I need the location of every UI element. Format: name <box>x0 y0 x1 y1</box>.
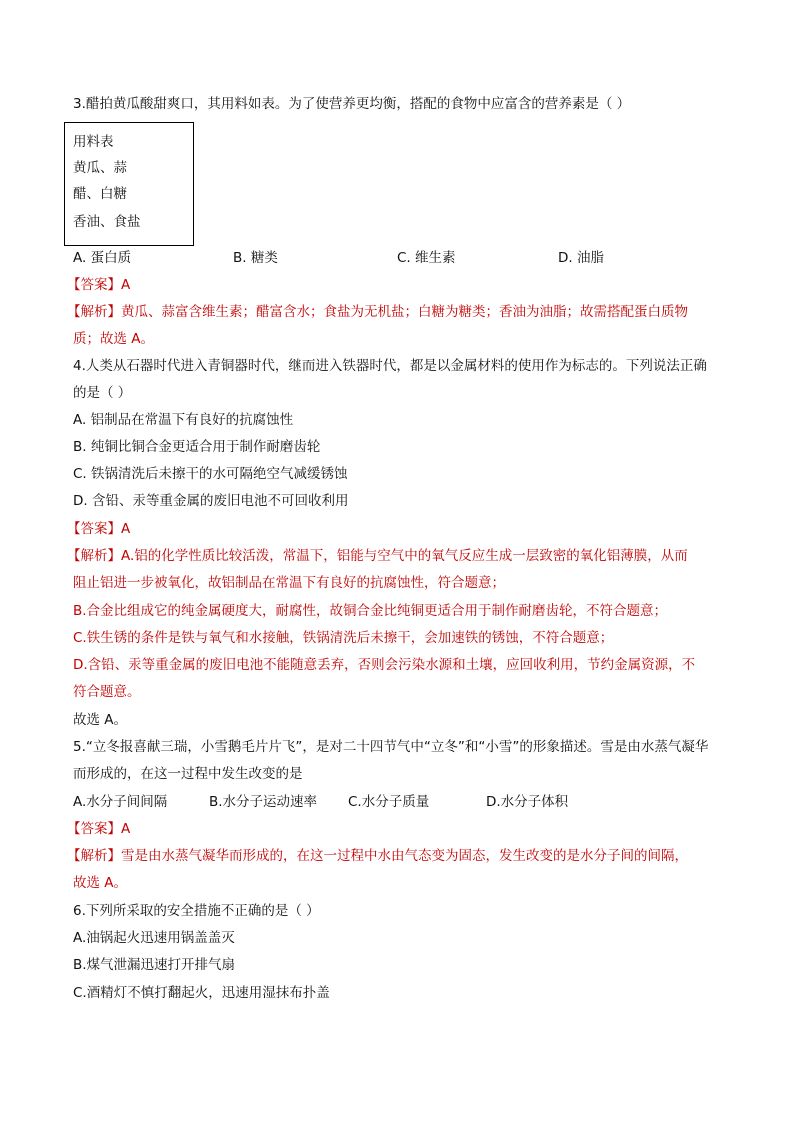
q5-analysis-line <box>67 847 688 865</box>
q3-option-c: C. 维生素 <box>397 250 456 266</box>
q4-option-c: C. 铁锅清洗后未擦干的水可隔绝空气减缓锈蚀 <box>73 466 348 482</box>
analysis-label: 【解析】 <box>67 548 121 564</box>
analysis-label: 【解析】 <box>67 848 121 864</box>
q4-analysis-line: 符合题意。 <box>73 684 141 700</box>
q3-answer <box>67 276 130 294</box>
q6-option-c: C.酒精灯不慎打翻起火，迅速用湿抹布扑盖 <box>73 985 330 1001</box>
q4-option-b: B. 纯铜比铜合金更适合用于制作耐磨齿轮 <box>73 439 321 455</box>
q3-analysis-line <box>67 303 688 321</box>
q4-question: 的是（ ） <box>73 385 132 401</box>
q4-analysis-line: D.含铅、汞等重金属的废旧电池不能随意丢弃，否则会污染水源和土壤，应回收利用，节约金属资源，不 <box>73 657 696 673</box>
recipe-table-row: 黄瓜、蒜 <box>73 160 127 176</box>
q5-option-b: B.水分子运动速率 <box>209 794 318 810</box>
q6-question: 6.下列所采取的安全措施不正确的是（ ） <box>73 903 320 919</box>
q4-option-a: A. 铝制品在常温下有良好的抗腐蚀性 <box>73 412 294 428</box>
answer-label: 【答案】 <box>67 521 121 537</box>
analysis-text: A.铝的化学性质比较活泼，常温下，铝能与空气中的氧气反应生成一层致密的氧化铝薄膜，从而 <box>121 548 688 564</box>
q4-analysis-line <box>67 547 688 565</box>
answer-value: A <box>121 277 131 293</box>
analysis-text: 雪是由水蒸气凝华而形成的，在这一过程中水由气态变为固态，发生改变的是水分子间的间隔， <box>121 848 688 864</box>
recipe-table-header: 用料表 <box>73 134 114 150</box>
q3-question: 3.醋拍黄瓜酸甜爽口，其用料如表。为了使营养更均衡，搭配的食物中应富含的营养素是（ ） <box>73 96 631 112</box>
q3-option-d: D. 油脂 <box>558 250 604 266</box>
recipe-table-row: 醋、白糖 <box>73 186 127 202</box>
recipe-table-row: 香油、食盐 <box>73 214 141 230</box>
answer-label: 【答案】 <box>67 277 121 293</box>
q6-option-a: A.油锅起火迅速用锅盖盖灭 <box>73 930 235 946</box>
q5-question: 5.“立冬报喜献三瑞，小雪鹅毛片片飞”，是对二十四节气中“立冬”和“小雪”的形象描述。雪是由水蒸气凝华 <box>73 739 709 755</box>
q4-question: 4.人类从石器时代进入青铜器时代，继而进入铁器时代，都是以金属材料的使用作为标志的。下列说法正确 <box>73 358 707 374</box>
q4-answer <box>67 520 130 538</box>
q3-option-a: A. 蛋白质 <box>73 250 132 266</box>
q4-conclusion: 故选 A。 <box>73 712 128 728</box>
q3-option-b: B. 糖类 <box>233 250 278 266</box>
q6-option-b: B.煤气泄漏迅速打开排气扇 <box>73 957 236 973</box>
q5-option-c: C.水分子质量 <box>348 794 430 810</box>
q4-analysis-line: B.合金比组成它的纯金属硬度大，耐腐性，故铜合金比纯铜更适合用于制作耐磨齿轮，不符合题意； <box>73 603 668 619</box>
q3-analysis-line: 质；故选 A。 <box>73 331 155 347</box>
answer-value: A <box>121 521 131 537</box>
q4-analysis-line: 阻止铝进一步被氧化，故铝制品在常温下有良好的抗腐蚀性，符合题意； <box>73 575 505 591</box>
answer-value: A <box>121 821 131 837</box>
q4-option-d: D. 含铅、汞等重金属的废旧电池不可回收利用 <box>73 493 349 509</box>
q4-analysis-line: C.铁生锈的条件是铁与氧气和水接触，铁锅清洗后未擦干，会加速铁的锈蚀，不符合题意； <box>73 630 614 646</box>
q5-option-a: A.水分子间间隔 <box>73 794 168 810</box>
analysis-text: 黄瓜、蒜富含维生素；醋富含水；食盐为无机盐；白糖为糖类；香油为油脂；故需搭配蛋白质物 <box>121 304 688 320</box>
q5-answer <box>67 820 130 838</box>
q5-question: 而形成的，在这一过程中发生改变的是 <box>73 766 303 782</box>
analysis-label: 【解析】 <box>67 304 121 320</box>
q5-option-d: D.水分子体积 <box>486 794 569 810</box>
recipe-table <box>64 122 194 246</box>
q5-analysis-line: 故选 A。 <box>73 875 128 891</box>
answer-label: 【答案】 <box>67 821 121 837</box>
